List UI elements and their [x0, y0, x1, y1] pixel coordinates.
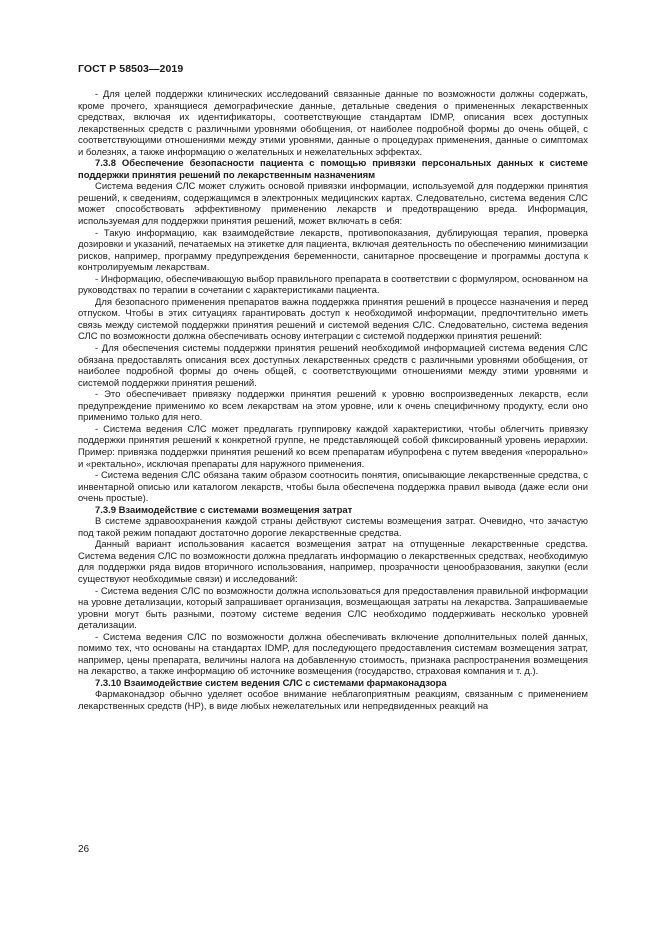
- paragraph: - Такую информацию, как взаимодействие лекарств, противопоказания, дублирующая терапия, проверка дозировки и указаний, печатаемых на этикетке для пациента, включая деятельность по обеспечению минимизации рисков, например, программу предупреждения беременности, санитарное просвещение и программы доступа к контролируемым лекарствам.: [78, 227, 588, 274]
- section-heading-7-3-9: 7.3.9 Взаимодействие с системами возмещения затрат: [95, 504, 353, 516]
- paragraph: - Система ведения СЛС может предлагать группировку каждой характеристики, чтобы облегчить привязку поддержки принятия решений к конкретной группе, не представляющей собой фиксированный уровень иерархии. Пример: привязка поддержки принятия решений ко всем препаратам ибупрофена с путем введения «перорально» и «ректально», исключая препараты для наружного применения.: [78, 423, 588, 470]
- paragraph: - Система ведения СЛС по возможности должна использоваться для предоставления правильной информации на уровне детализации, который запрашивает организация, возмещающая затраты на лекарства. Запрашиваемые уровни могут быть разными, поэтому системе ведения СЛС необходимо поддерживать несколько уровней детализации.: [78, 585, 588, 632]
- paragraph: В системе здравоохранения каждой страны действуют системы возмещения затрат. Очевидно, что зачастую под такой режим попадают достаточно дорогие лекарственные средства.: [78, 516, 588, 539]
- paragraph: Фармаконадзор обычно уделяет особое внимание неблагоприятным реакциям, связанным с применением лекарственных средств (НР), в виде любых нежелательных или непредвиденных реакций на: [78, 689, 588, 712]
- paragraph: Система ведения СЛС может служить основой привязки информации, используемой для поддержки принятия решений, к сведениям, содержащимся в электронных медицинских картах. Следовательно, система ведения СЛС может способствовать эффективному применению лекарств и предотвращению вреда. Информация, используемая для поддержки принятия решений, может включать в себя:: [78, 181, 588, 228]
- page-number: 26: [78, 844, 90, 855]
- paragraph: - Система ведения СЛС по возможности должна обеспечивать включение дополнительных полей данных, помимо тех, что основаны на стандартах IDMP, для последующего предоставления системам возмещения затрат, например, цены препарата, величины налога на добавленную стоимость, признака распространения возмещения на лекарство, а также информацию об источнике возмещения (государство, страховая компания и т. д.).: [78, 631, 588, 678]
- section-heading-7-3-10: 7.3.10 Взаимодействие систем ведения СЛС с системами фармаконадзора: [95, 677, 447, 689]
- page-body: [78, 89, 588, 713]
- paragraph: - Информацию, обеспечивающую выбор правильного препарата в соответствии с формуляром, основанном на руководствах по терапии в сочетании с характеристиками пациента.: [78, 273, 588, 297]
- paragraph: Для безопасного применения препаратов важна поддержка принятия решений в процессе назначения и перед отпуском. Чтобы в этих ситуациях гарантировать доступ к необходимой информации, предпочтительно иметь связь между системой поддержки принятия решений и системой ведения СЛС. Следовательно, система ведения СЛС по возможности должна обеспечивать основу интеграции с системой поддержки принятия решений:: [78, 296, 588, 343]
- paragraph: - Для обеспечения системы поддержки принятия решений необходимой информацией система ведения СЛС обязана предоставлять описания всех доступных лекарственных средств с различными уровнями обобщения, от наиболее подробной формы до очень общей, с соответствующими отношениями между этими уровнями и системой поддержки принятия решений.: [78, 343, 588, 389]
- paragraph: - Система ведения СЛС обязана таким образом соотносить понятия, описывающие лекарственные средства, с инвентарной описью или каталогом лекарств, чтобы была обеспечена поддержка правил вывода (даже если они очень простые).: [78, 470, 588, 505]
- paragraph: - Для целей поддержки клинических исследований связанные данные по возможности должны содержать, кроме прочего, хранящиеся демографические данные, детальные сведения о примененных лекарственных средствах, включая их идентификаторы, соответствующие стандартам IDMP, описания всех доступных лекарственных средств с различными уровнями обобщения, от наиболее подробной формы до очень общей, с соответствующими отношениями между этими уровнями, данные о процедурах применения, данные о симптомах и болезнях, а также информацию о желательных и нежелательных эффектах.: [78, 89, 588, 158]
- section-heading-7-3-8: 7.3.8 Обеспечение безопасности пациента с помощью привязки персональных данных к системе поддержки принятия решений по лекарственным назначениям: [78, 158, 588, 181]
- paragraph: - Это обеспечивает привязку поддержки принятия решений к уровню воспроизведенных лекарств, если предупреждение применимо ко всем лекарствам на этом уровне, или к очень специфичному продукту, если оно применимо только для него.: [78, 389, 588, 424]
- paragraph: Данный вариант использования касается возмещения затрат на отпущенные лекарственные средства. Система ведения СЛС по возможности должна предлагать информацию о лекарственных средствах, необходимую для поддержки ряда видов вторичного использования, например, прозрачности ценообразования, закупки (если существуют необходимые связи) и исследований:: [78, 539, 588, 585]
- page-header: ГОСТ Р 58503—2019: [78, 63, 184, 75]
